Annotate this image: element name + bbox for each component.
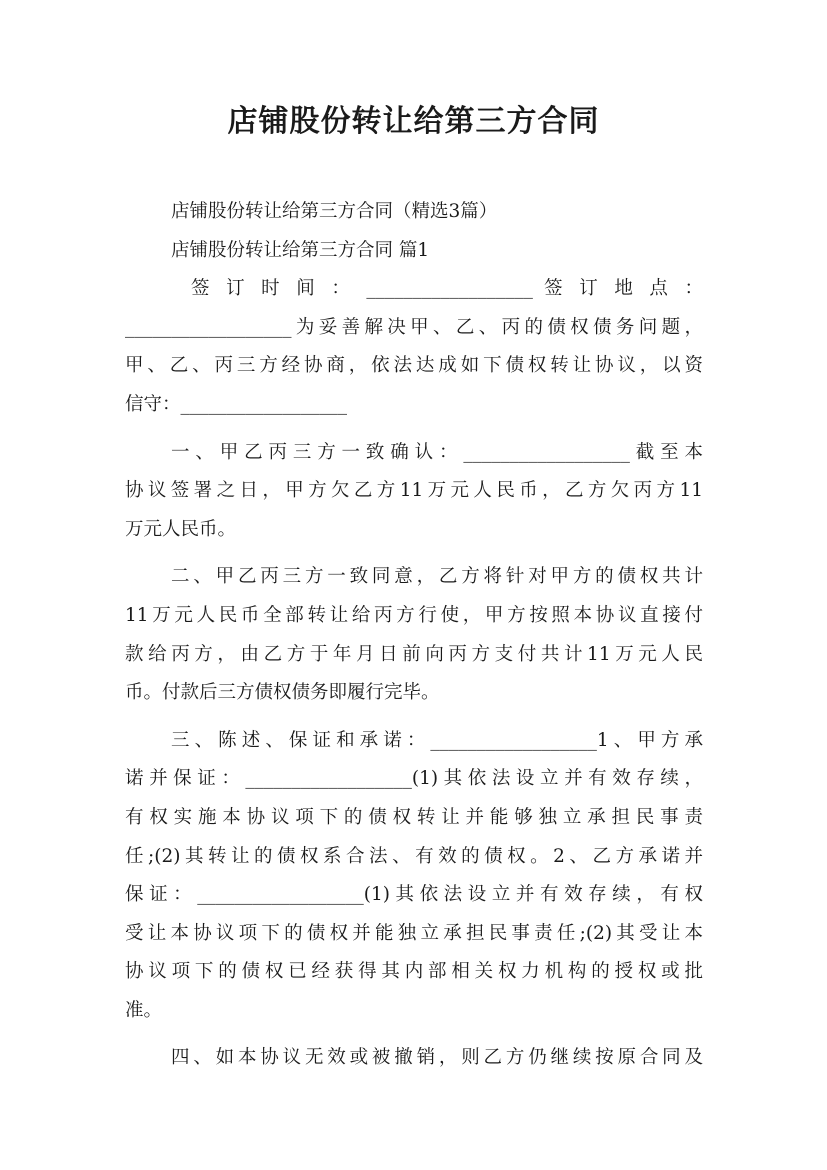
paragraph-line: 万元人民币。 bbox=[125, 518, 237, 540]
paragraph-line: 签 订 时 间 ： __________________ 签 订 地 点 ： bbox=[191, 278, 703, 300]
paragraph-line: 二、甲乙丙三方一致同意，乙方将针对甲方的债权共计 bbox=[171, 566, 703, 588]
paragraph-line: 三、陈述、保证和承诺：__________________1、甲方承 bbox=[171, 729, 703, 751]
paragraph-line: 有权实施本协议项下的债权转让并能够独立承担民事责 bbox=[125, 806, 703, 828]
document-body bbox=[125, 193, 703, 1078]
paragraph-line: 甲、乙、丙三方经协商，依法达成如下债权转让协议，以资 bbox=[125, 355, 703, 377]
paragraph-line: 准。 bbox=[125, 999, 163, 1021]
subtitle-line: 店铺股份转让给第三方合同（精选3篇） bbox=[171, 201, 498, 222]
paragraph-line: 信守：__________________ bbox=[125, 393, 348, 415]
paragraph-line: 款给丙方，由乙方于年月日前向丙方支付共计11万元人民 bbox=[125, 643, 703, 665]
paragraph-line: 协议项下的债权已经获得其内部相关权力机构的授权或批 bbox=[125, 961, 703, 983]
paragraph-line: 保证：__________________(1)其依法设立并有效存续，有权 bbox=[125, 884, 703, 906]
paragraph-line: 币。付款后三方债权债务即履行完毕。 bbox=[125, 682, 440, 704]
paragraph-line: __________________为妥善解决甲、乙、丙的债权债务问题， bbox=[125, 316, 703, 338]
paragraph-line: 四、如本协议无效或被撤销，则乙方仍继续按原合同及 bbox=[171, 1047, 703, 1069]
section-heading: 店铺股份转让给第三方合同 篇1 bbox=[171, 239, 430, 261]
document-title: 店铺股份转让给第三方合同 bbox=[227, 104, 600, 139]
paragraph-line: 协议签署之日，甲方欠乙方11万元人民币，乙方欠丙方11 bbox=[125, 480, 703, 502]
paragraph-line: 任;(2)其转让的债权系合法、有效的债权。2、乙方承诺并 bbox=[125, 845, 703, 867]
paragraph-line: 一、甲乙丙三方一致确认：__________________截至本 bbox=[171, 441, 703, 463]
paragraph-line: 诺并保证：__________________(1)其依法设立并有效存续， bbox=[125, 768, 703, 790]
paragraph-line: 受让本协议项下的债权并能独立承担民事责任;(2)其受让本 bbox=[125, 922, 703, 944]
paragraph-line: 11万元人民币全部转让给丙方行使，甲方按照本协议直接付 bbox=[125, 604, 703, 626]
